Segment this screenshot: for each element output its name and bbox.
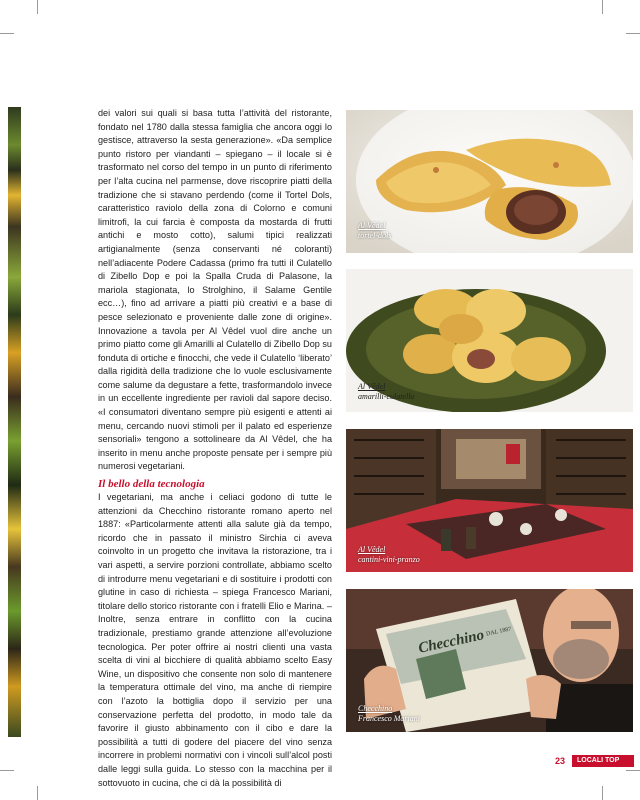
crop-mark [602, 786, 603, 800]
page-number: 23 [555, 756, 566, 766]
crop-mark [37, 0, 38, 14]
crop-mark [626, 770, 640, 771]
menu-card-subtitle: DAL 1887 [485, 626, 512, 638]
caption-name: Al Vêdel [358, 382, 386, 391]
caption-text: Francesco Mariani [358, 714, 420, 723]
caption-text: cantini-vini-pranzo [358, 555, 420, 564]
photo-caption [358, 704, 420, 724]
crop-mark [0, 33, 14, 34]
photo-caption [358, 545, 420, 565]
caption-name: Al Vêdel [358, 221, 386, 230]
article-paragraph: dei valori sui quali si basa tutta l’attività del ristorante, fondato nel 1780 dalla stessa famiglia che ancora oggi lo gestisce, attraverso la sesta generazione». «Da semplice punto ristoro per viandanti – spiegano – il locale si è trasformato nel corso del tempo in un punto di riferimento per l’alta cucina nel parmense, dove riscoprire piatti della tradizione che si stavano perdendo (come il Tortel Dols, caratteristico raviolo della zona di Colorno e comuni limitrofi, la cui farcia è composta da mostarda di frutti antichi e mosto cotto), salumi tipici realizzati artigianalmente (senza conservanti né coloranti) nell’adiacente Podere Cadassa (primo fra tutti il Culatello di Zibello Dop e poi la Spalla Cruda di Palasone, la mariola stagionata, lo Strolghino, il Salame Gentile ecc…), fino ad arrivare a piatti più creativi e a base di pesce selezionato e proveniente dalle zone di origine». Innovazione a tavola per Al Vêdel vuol dire anche un primo piatto come gli Amarilli al Culatello di Zibello Dop su fonduta di ortiche e finocchi, che vede il Culatello ‘liberato’ dalla rigidità della tradizione che lo vuole esclusivamente come salume da degustare a fette, trasformandolo invece in un eccellente ingrediente per ravioli dal sapore deciso. «I consumatori diventano sempre più esigenti e attenti ai menu, cercando nuovi stimoli per il palato ed esperienze sensoriali» tengono a sottolineare da Al Vêdel, che ha inserito in menu anche proposte pensate per i sempre più numerosi vegetariani. [98, 108, 332, 472]
caption-name: Checchino [358, 704, 393, 713]
caption-text: tortel-dols [358, 231, 392, 240]
crop-mark [602, 0, 603, 14]
caption-text: amarilli-culatello [358, 392, 415, 401]
article-paragraph: I vegetariani, ma anche i celiaci godono di tutte le attenzioni da Checchino ristorante romano aperto nel 1887: «Particolarmente attenti alla salute già da tempo, ricordo che in passato il ministro Sirchia ci aveva coinvolto in un progetto che invitava la ristorazione, tra i vari aspetti, a servire porzioni controllate, abbiamo scelto di introdurre menu vegetariani e di sostituire i prodotti con glutine in caso di richiesta – spiega Francesco Mariani, titolare dello storico ristorante con i fratelli Elio e Marina. – Inoltre, senza entrare in conflitto con la cucina tradizionale, prestiamo grande attenzione all’evoluzione tecnologica. Per poter offrire ai nostri clienti una vasta scelta di vini al bicchiere di qualità abbiamo scelto Easy Wine, un dispositivo che consente non solo di mantenere la temperatura ottimale del vino, ma anche di riempire con l’azoto la bottiglia dopo il servizio per una conservazione perfetta del prodotto, in modo tale da favorire il giusto abbinamento con il cibo e dare la possibilità a tutti di godere del piacere del vino senza incorrere in problemi normativi con i vincoli sull’alcol posti dalle leggi sulla guida. Lo stesso con la macchina per il sottovuoto in cucina, che ci dà la possibilità di [98, 492, 332, 788]
section-label: LOCALI TOP [572, 755, 634, 767]
caption-name: Al Vêdel [358, 545, 386, 554]
crop-mark [0, 770, 14, 771]
photo-tortel-dols [346, 110, 633, 253]
crop-mark [37, 786, 38, 800]
menu-card-title: Checchino [416, 627, 486, 657]
photo-caption [358, 221, 391, 241]
photo-amarilli-culatello [346, 269, 633, 412]
photo-caption [358, 382, 414, 402]
photo-francesco-mariani [346, 589, 633, 732]
photo-cantina [346, 429, 633, 572]
decorative-photo-strip [8, 107, 21, 737]
article-column [98, 107, 332, 790]
section-heading: Il bello della tecnologia [98, 478, 205, 491]
crop-mark [626, 33, 640, 34]
